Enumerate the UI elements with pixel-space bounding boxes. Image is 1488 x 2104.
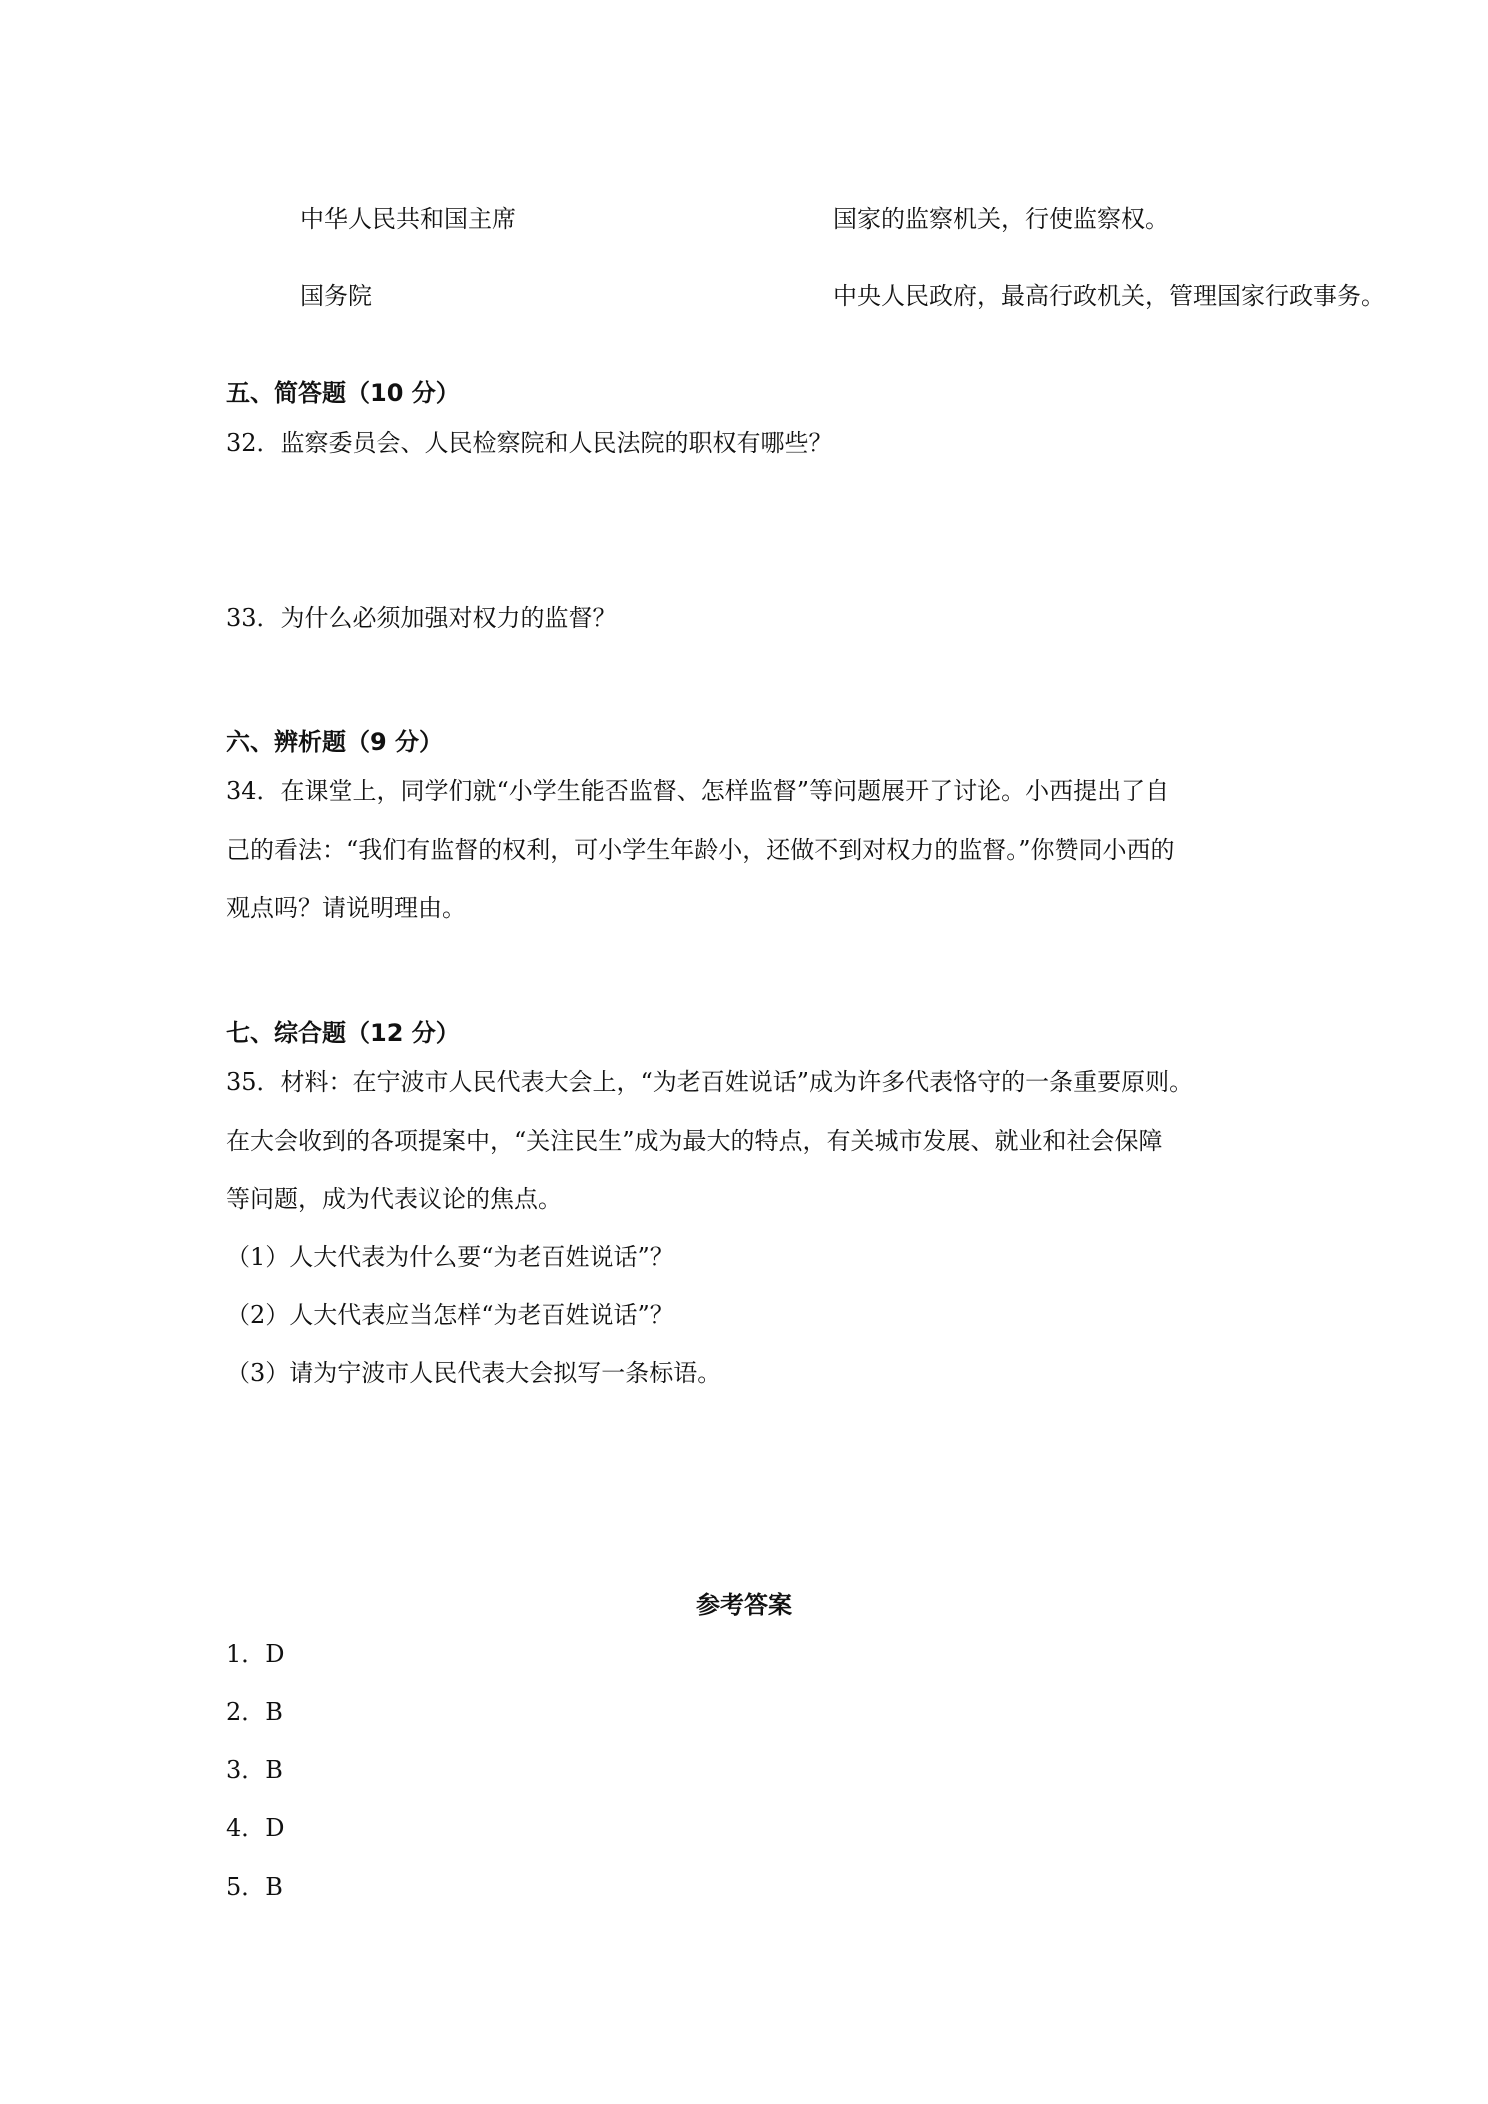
question-33: 33．为什么必须加强对权力的监督？ [226,604,617,632]
sub-question-3: （3）请为宁波市人民代表大会拟写一条标语。 [226,1359,722,1387]
answer-3: 3．B [226,1756,283,1784]
match-right-1: 国家的监察机关，行使监察权。 [833,205,1169,233]
section-heading-comprehensive: 七、综合题（12 分） [226,1019,460,1047]
section-heading-analysis: 六、辨析题（9 分） [226,728,444,756]
question-35-line-2: 在大会收到的各项提案中，“关注民生”成为最大的特点，有关城市发展、就业和社会保障 [226,1127,1163,1155]
sub-question-1: （1）人大代表为什么要“为老百姓说话”？ [226,1243,674,1271]
answer-2: 2．B [226,1698,283,1726]
sub-question-2: （2）人大代表应当怎样“为老百姓说话”？ [226,1301,674,1329]
question-35-line-3: 等问题，成为代表议论的焦点。 [226,1185,562,1213]
answer-1: 1．D [226,1640,285,1668]
answer-4: 4．D [226,1814,285,1842]
question-34-line-2: 己的看法：“我们有监督的权利，可小学生年龄小，还做不到对权力的监督。”你赞同小西的 [226,836,1175,864]
section-heading-short-answer: 五、简答题（10 分） [226,379,460,407]
question-32: 32．监察委员会、人民检察院和人民法院的职权有哪些？ [226,429,833,457]
question-34-line-3: 观点吗？请说明理由。 [226,894,466,922]
match-left-1: 中华人民共和国主席 [300,205,516,233]
question-34-line-1: 34．在课堂上，同学们就“小学生能否监督、怎样监督”等问题展开了讨论。小西提出了自 [226,777,1170,805]
answer-5: 5．B [226,1873,283,1901]
question-35-line-1: 35．材料：在宁波市人民代表大会上，“为老百姓说话”成为许多代表恪守的一条重要原则。 [226,1068,1194,1096]
match-right-2: 中央人民政府，最高行政机关，管理国家行政事务。 [833,282,1385,310]
answers-title: 参考答案 [696,1591,792,1619]
match-left-2: 国务院 [300,282,372,310]
